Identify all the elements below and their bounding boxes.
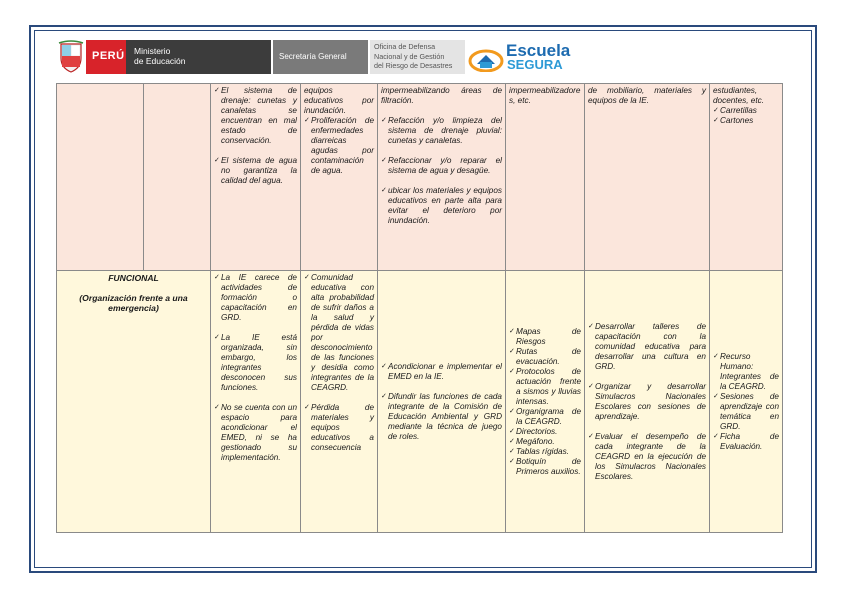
funcional-subtitle: (Organización frente a una emergencia) [79, 293, 188, 313]
check-icon: ✓ [509, 437, 515, 445]
list-item: ✓ No se cuenta con un espacio para acondicionar el EMED, ni se ha gestionado su implementación. [214, 403, 297, 462]
peru-ministerio-block [86, 40, 271, 74]
list-item: ✓ Proliferación de enfermedades diarreicas agudas por contaminación de agua. [304, 116, 374, 175]
check-icon: ✓ [214, 87, 220, 94]
ministerio-line1: Ministerio [134, 46, 171, 56]
list-item: ✓ Sesiones de aprendizaje con temática en GRD. [713, 391, 779, 431]
list-item: ✓ Recurso Humano: Integrantes de la CEAGRD. [713, 351, 779, 391]
peru-label: PERÚ [92, 50, 125, 62]
list-item: ✓ Carretillas [713, 106, 757, 115]
cell-acciones [378, 84, 506, 271]
check-icon: ✓ [381, 157, 387, 164]
check-icon: ✓ [509, 327, 515, 335]
list-item: ✓ La IE carece de actividades de formación o capacitación en GRD. [214, 273, 297, 322]
cell-vulnerabilidad [211, 271, 301, 533]
cell-text: de mobiliario, materiales y equipos de la IE. [588, 86, 706, 105]
list-item: ✓ Directorios. [509, 426, 558, 436]
check-icon: ✓ [509, 457, 515, 465]
check-icon: ✓ [381, 362, 387, 370]
cell-empty-a [57, 84, 144, 271]
secretaria-block [273, 40, 368, 74]
oficina-line2: Nacional y de Gestión [374, 51, 445, 61]
cell-text: impermeabilizando áreas de filtración. [381, 86, 502, 105]
list-item: ✓ Organizar y desarrollar Simulacros Nacionales Escolares con sesiones de aprendizaje. [588, 381, 706, 421]
list-item: ✓ Difundir las funciones de cada integrante de la Comisión de Educación Ambiental y GRD mediante la técnica de juego de roles. [381, 391, 502, 441]
list-item: ✓ Ficha de Evaluación. [713, 431, 779, 451]
cell-actividades [585, 271, 710, 533]
oficina-label [374, 42, 452, 71]
logo-escuela-text: Escuela [506, 41, 571, 60]
check-icon: ✓ [381, 187, 387, 194]
list-item: ✓ El sistema de agua no garantiza la calidad del agua. [214, 156, 297, 185]
check-icon: ✓ [713, 392, 719, 400]
cell-text: equipos educativos por inundación. [304, 86, 374, 115]
cell-materiales [710, 271, 783, 533]
list-item: ✓ Refaccionar y/o reparar el sistema de agua y desagüe. [381, 156, 502, 175]
escuela-segura-logo-icon [468, 48, 504, 72]
cell-riesgo [301, 271, 378, 533]
list-item: ✓ Botiquín de Primeros auxilios. [509, 456, 581, 476]
coat-of-arms-icon [58, 40, 84, 74]
list-item: ✓ Megáfono. [509, 436, 555, 446]
ministerio-label [134, 46, 186, 66]
check-icon: ✓ [509, 347, 515, 355]
check-icon: ✓ [214, 404, 220, 411]
list-item: ✓ Pérdida de materiales y equipos educativos a consecuencia [304, 403, 374, 452]
document-header [58, 40, 571, 76]
check-icon: ✓ [214, 157, 220, 164]
cell-empty-b [144, 84, 211, 271]
cell-actividades [585, 84, 710, 271]
check-icon: ✓ [381, 392, 387, 400]
cell-funcional-label [57, 271, 211, 533]
oficina-line1: Oficina de Defensa [374, 42, 436, 51]
list-item: ✓ Organigrama de la CEAGRD. [509, 406, 581, 426]
cell-riesgo [301, 84, 378, 271]
risk-matrix-table [56, 83, 783, 533]
check-icon: ✓ [588, 322, 594, 330]
check-icon: ✓ [304, 274, 310, 281]
list-item: ✓ Tablas rígidas. [509, 446, 569, 456]
check-icon: ✓ [509, 427, 515, 435]
check-icon: ✓ [509, 407, 515, 415]
list-item: ✓ Acondicionar e implementar el EMED en la IE. [381, 361, 502, 381]
check-icon: ✓ [304, 404, 310, 411]
oficina-line3: del Riesgo de Desastres [374, 61, 453, 70]
check-icon: ✓ [381, 117, 387, 124]
check-icon: ✓ [713, 107, 719, 114]
list-item: ✓ Rutas de evacuación. [509, 346, 581, 366]
check-icon: ✓ [509, 367, 515, 375]
list-item: ✓ La IE está organizada, sin embargo, los integrantes desconocen sus funciones. [214, 333, 297, 392]
list-item: ✓ Mapas de Riesgos [509, 326, 581, 346]
check-icon: ✓ [588, 432, 594, 440]
ministerio-line2: de Educación [134, 56, 186, 66]
check-icon: ✓ [713, 432, 719, 440]
table-row-funcional [57, 271, 783, 533]
cell-acciones [378, 271, 506, 533]
cell-recursos [506, 84, 585, 271]
list-item: ✓ Desarrollar talleres de capacitación con la comunidad educativa para desarrollar una cultura en GRD. [588, 321, 706, 371]
cell-recursos [506, 271, 585, 533]
list-item: ✓ Protocolos de actuación frente a sismos y lluvias intensas. [509, 366, 581, 406]
check-icon: ✓ [588, 382, 594, 390]
funcional-title: FUNCIONAL [108, 273, 159, 283]
cell-text: impermeabilizadores, etc. [509, 86, 581, 105]
cell-vulnerabilidad [211, 84, 301, 271]
cell-materiales [710, 84, 783, 271]
list-item: ✓ Evaluar el desempeño de cada integrante de la CEAGRD en la ejecución de los Simulacros Nacionales Escolares. [588, 431, 706, 481]
check-icon: ✓ [304, 117, 310, 124]
check-icon: ✓ [214, 334, 220, 341]
logo-segura-text: SEGURA [507, 57, 563, 72]
list-item: ✓ Cartones [713, 116, 754, 125]
check-icon: ✓ [713, 117, 719, 124]
check-icon: ✓ [214, 274, 220, 281]
table-row-drenaje [57, 84, 783, 271]
list-item: ✓ ubicar los materiales y equipos educativos en parte alta para evitar el deterioro por inundación. [381, 186, 502, 225]
oficina-block [370, 40, 465, 74]
list-item: ✓ El sistema de drenaje: cunetas y canaletas se encuentran en mal estado de conservación. [214, 86, 297, 145]
check-icon: ✓ [509, 447, 515, 455]
check-icon: ✓ [713, 352, 719, 360]
list-item: ✓ Refacción y/o limpieza del sistema de drenaje pluvial: cunetas y canaletas. [381, 116, 502, 145]
secretaria-label: Secretaría General [279, 52, 347, 61]
cell-text: estudiantes, docentes, etc. [713, 86, 764, 105]
list-item: ✓ Comunidad educativa con alta probabilidad de sufrir daños a la salud y pérdida de vidas por desconocimiento de las funciones y desidia como integrantes de la CEAGRD. [304, 273, 374, 392]
